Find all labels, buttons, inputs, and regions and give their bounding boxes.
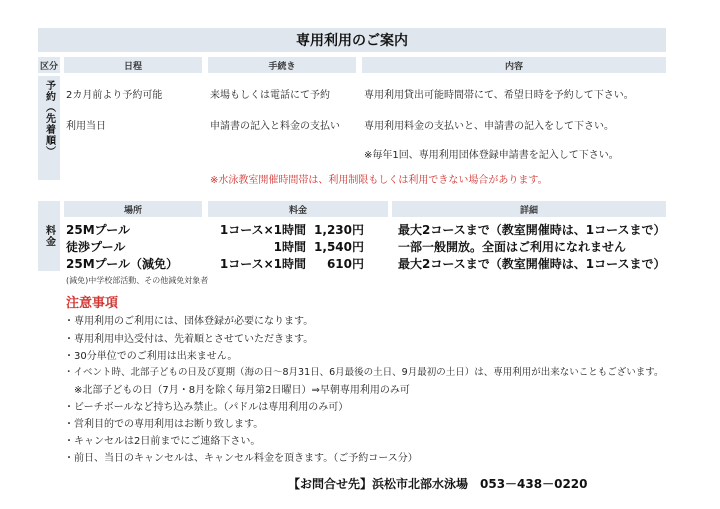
fees-footnote: (減免)中学校部活動、その他減免対象者 — [66, 276, 209, 285]
reservation-row-2-schedule: 利用当日 — [66, 121, 106, 132]
notice-item: ・キャンセルは2日前までにご連絡下さい。 — [64, 436, 261, 447]
header-fee: 料金 — [208, 201, 388, 217]
reservation-side-label-box — [38, 76, 60, 180]
fee-row-1-place: 25Mプール — [66, 223, 131, 237]
reservation-extra-note: ※毎年1回、専用利用団体登録申請書を記入して下さい。 — [364, 150, 619, 161]
fee-row-1-price: 1,230円 — [314, 223, 364, 237]
reservation-row-1-procedure: 来場もしくは電話にて予約 — [210, 90, 330, 101]
header-procedure: 手続き — [208, 57, 356, 73]
fee-row-3-place: 25Mプール（減免） — [66, 257, 179, 271]
fee-row-3-course: 1コース×1時間 — [219, 257, 306, 271]
header-detail: 詳細 — [392, 201, 666, 217]
notice-item: ・30分単位でのご利用は出来ません。 — [64, 351, 238, 362]
page-title: 専用利用のご案内 — [38, 28, 666, 52]
header-place: 場所 — [64, 201, 202, 217]
notice-item: ・営利目的での専用利用はお断り致します。 — [64, 419, 264, 430]
reservation-side-label: 予約（先着順） — [43, 80, 55, 157]
notices-title: 注意事項 — [66, 296, 119, 311]
notice-item: ・ビーチボールなど持ち込み禁止。（パドルは専用利用のみ可） — [64, 402, 349, 413]
fee-row-1-course: 1コース×1時間 — [219, 223, 306, 237]
fees-side-label: 料金 — [43, 225, 55, 247]
header-content: 内容 — [362, 57, 666, 73]
notice-item: ・専用利用のご利用には、団体登録が必要になります。 — [64, 316, 314, 327]
notice-item: ・イベント時、北部子どもの日及び夏期（海の日～8月31日、6月最後の土日、9月最初の土日）は、専用利用が出来ないこともございます。 — [64, 367, 664, 378]
fee-row-2-price: 1,540円 — [314, 240, 364, 254]
reservation-warning: ※水泳教室開催時間帯は、利用制限もしくは利用できない場合があります。 — [210, 175, 548, 186]
fees-side-label-box — [38, 201, 60, 271]
reservation-row-1-content: 専用利用貸出可能時間帯にて、希望日時を予約して下さい。 — [364, 90, 634, 101]
reservation-row-1-schedule: 2カ月前より予約可能 — [66, 90, 163, 101]
notice-item: ・専用利用申込受付は、先着順とさせていただきます。 — [64, 334, 314, 345]
fee-row-3-detail: 最大2コースまで（教室開催時は、1コースまで） — [398, 257, 666, 271]
fee-row-2-course: 1時間 — [273, 240, 306, 254]
reservation-row-2-content: 専用利用料金の支払いと、申請書の記入をして下さい。 — [364, 121, 614, 132]
notice-item: ※北部子どもの日（7月・8月を除く毎月第2日曜日）⇒早朝専用利用のみ可 — [64, 385, 410, 396]
reservation-row-2-procedure: 申請書の記入と料金の支払い — [210, 121, 340, 132]
fee-row-1-detail: 最大2コースまで（教室開催時は、1コースまで） — [398, 223, 666, 237]
header-kubun: 区分 — [38, 57, 60, 73]
fee-row-3-price: 610円 — [326, 257, 364, 271]
contact-info: 【お問合せ先】浜松市北部水泳場 053－438－0220 — [288, 477, 588, 491]
header-schedule: 日程 — [64, 57, 202, 73]
notice-item: ・前日、当日のキャンセルは、キャンセル料金を頂きます。（ご予約コース分） — [64, 453, 418, 464]
fee-row-2-place: 徒渉プール — [66, 240, 126, 254]
fee-row-2-detail: 一部一般開放。全面はご利用になれません — [398, 240, 627, 254]
